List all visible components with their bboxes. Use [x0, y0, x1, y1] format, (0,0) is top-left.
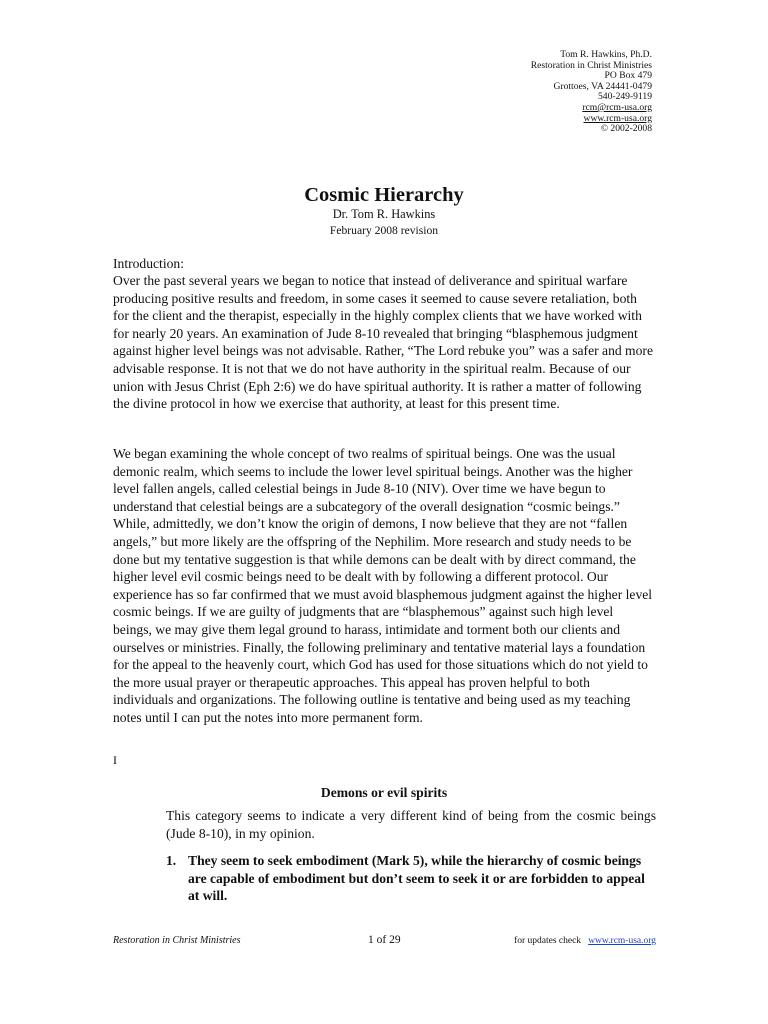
address-name: Tom R. Hawkins, Ph.D.	[560, 49, 652, 60]
address-website[interactable]: www.rcm-usa.org	[583, 112, 652, 124]
footer-updates-link[interactable]: www.rcm-usa.org	[588, 936, 656, 946]
introduction-label: Introduction:	[113, 256, 184, 271]
intro-paragraph-1: Over the past several years we began to notice that instead of deliverance and spiritual warfare producing positive results and freedom, in some cases it seemed to cause severe retaliation, both for the client and the therapist, especially in the highly complex clients that we have worked with for nearly 20 years. An examination of Jude 8-10 revealed that bringing “blasphemous judgment against higher level beings was not advisable. Rather, “The Lord rebuke you” was a safer and more advisable response. It is not that we do not have authority in the spiritual realm. Because of our union with Jesus Christ (Eph 2:6) we do have spiritual authority. It is rather a matter of following the divine protocol in how we exercise that authority, at least for this present time.	[113, 273, 653, 412]
address-organization: Restoration in Christ Ministries	[530, 59, 652, 71]
section-heading: Demons or evil spirits	[320, 785, 448, 800]
document-author: Dr. Tom R. Hawkins	[332, 207, 436, 221]
document-title: Cosmic Hierarchy	[304, 184, 464, 206]
address-phone: 540-249-9119	[597, 91, 652, 103]
footer-updates-label: for updates check	[514, 936, 582, 946]
section-paragraph: This category seems to indicate a very different kind of being from the cosmic beings (Jude 8-10), in my opinion.	[166, 808, 656, 841]
address-po-box: PO Box 479	[604, 70, 652, 82]
document-revision: February 2008 revision	[329, 224, 439, 237]
footer-updates	[514, 936, 656, 946]
address-email[interactable]: rcm@rcm-usa.org	[582, 101, 652, 113]
address-city: Grottoes, VA 24441-0479	[553, 80, 652, 92]
footer-organization: Restoration in Christ Ministries	[113, 935, 241, 946]
list-item-number: 1.	[166, 853, 177, 868]
contact-address-block	[392, 50, 652, 135]
address-copyright: © 2002-2008	[600, 123, 652, 135]
list-item	[166, 852, 656, 905]
footer-page-number: 1 of 29	[368, 934, 401, 946]
intro-paragraph-2: We began examining the whole concept of two realms of spiritual beings. One was the usual demonic realm, which seems to include the lower level spiritual beings. Another was the higher level fallen angels, called celestial beings in Jude 8-10 (NIV). Over time we have begun to understand that celestial beings are a subcategory of the overall designation “cosmic beings.” While, admittedly, we don’t know the origin of demons, I now believe that they are not “fallen angels,” but more likely are the offspring of the Nephilim. More research and study needs to be done but my tentative suggestion is that while demons can be dealt with by direct command, the higher level evil cosmic beings need to be dealt with by following a different protocol. Our experience has so far confirmed that we must avoid blasphemous judgment against the higher level cosmic beings. If we are guilty of judgments that are “blasphemous” against such high level beings, we may give them legal ground to harass, intimidate and torment both our clients and ourselves or ministries. Finally, the following preliminary and tentative material lays a foundation for the appeal to the heavenly court, which God has used for those situations which do not yield to the more usual prayer or therapeutic approaches. This appeal has proven helpful to both individuals and organizations. The following outline is tentative and being used as my teaching notes until I can put the notes into more permanent form.	[113, 446, 653, 725]
list-item-text: They seem to seek embodiment (Mark 5), while the hierarchy of cosmic beings are capable of embodiment but don’t seem to seek it or are forbidden to appeal at will.	[188, 853, 645, 904]
section-roman-numeral: I	[113, 753, 117, 767]
page-footer	[113, 935, 656, 949]
